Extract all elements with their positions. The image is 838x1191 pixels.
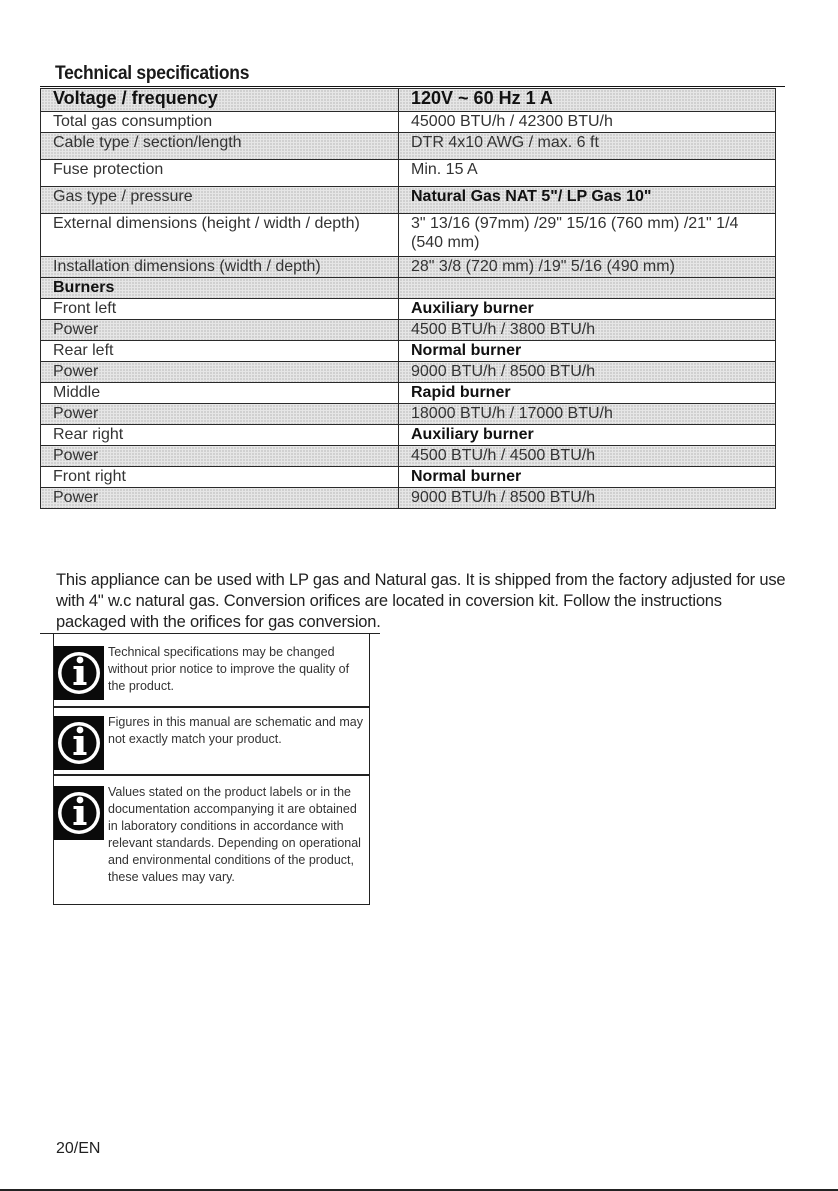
spec-row: [41, 160, 776, 187]
spec-row: [41, 187, 776, 214]
burners-heading-empty: [399, 278, 776, 299]
spec-label: Total gas consumption: [41, 112, 399, 133]
notes-box: [53, 634, 370, 905]
burner-power: 4500 BTU/h / 3800 BTU/h: [399, 320, 776, 341]
burner-row: [41, 425, 776, 446]
page-title: Technical specifications: [55, 63, 250, 84]
burner-position: Rear right: [41, 425, 399, 446]
burner-power: 9000 BTU/h / 8500 BTU/h: [399, 488, 776, 509]
spec-row: [41, 89, 776, 112]
spec-row: [41, 214, 776, 257]
conversion-paragraph: This appliance can be used with LP gas and Natural gas. It is shipped from the factory adjusted for use with 4" w.c natural gas. Conversion orifices are located in coversion kit. Follow the instructions packaged with the orifices for gas conversion.: [56, 571, 786, 631]
spec-label: Gas type / pressure: [41, 187, 399, 214]
spec-value: 28" 3/8 (720 mm) /19" 5/16 (490 mm): [399, 257, 776, 278]
burner-power-row: [41, 362, 776, 383]
note-text: Figures in this manual are schematic and may not exactly match your product.: [108, 715, 363, 746]
burner-row: [41, 299, 776, 320]
note-divider: [54, 706, 369, 708]
title-divider: [40, 86, 785, 87]
burner-name: Auxiliary burner: [399, 299, 776, 320]
spec-label: External dimensions (height / width / depth): [41, 214, 399, 257]
spec-row: [41, 257, 776, 278]
burner-position: Front right: [41, 467, 399, 488]
info-icon: [54, 786, 104, 840]
burner-row: [41, 467, 776, 488]
burner-power-label: Power: [41, 404, 399, 425]
spec-value: Natural Gas NAT 5"/ LP Gas 10": [399, 187, 776, 214]
spec-value: 120V ~ 60 Hz 1 A: [399, 89, 776, 112]
spec-label: Cable type / section/length: [41, 133, 399, 160]
spec-label: Voltage / frequency: [41, 89, 399, 112]
spec-label: Fuse protection: [41, 160, 399, 187]
page-number: 20/EN: [56, 1140, 101, 1157]
burner-position: Rear left: [41, 341, 399, 362]
burners-heading-row: [41, 278, 776, 299]
burner-power-label: Power: [41, 488, 399, 509]
burner-power-label: Power: [41, 446, 399, 467]
burner-power-row: [41, 404, 776, 425]
burner-name: Rapid burner: [399, 383, 776, 404]
spec-value: Min. 15 A: [399, 160, 776, 187]
burner-power: 4500 BTU/h / 4500 BTU/h: [399, 446, 776, 467]
burner-row: [41, 341, 776, 362]
spec-value: 45000 BTU/h / 42300 BTU/h: [399, 112, 776, 133]
burner-name: Auxiliary burner: [399, 425, 776, 446]
burner-power-row: [41, 488, 776, 509]
burner-power: 9000 BTU/h / 8500 BTU/h: [399, 362, 776, 383]
burner-power-label: Power: [41, 320, 399, 341]
spec-row: [41, 112, 776, 133]
burner-power-row: [41, 446, 776, 467]
burner-row: [41, 383, 776, 404]
burner-position: Front left: [41, 299, 399, 320]
burner-power-label: Power: [41, 362, 399, 383]
spec-row: [41, 133, 776, 160]
burners-heading: Burners: [41, 278, 399, 299]
info-icon: [54, 716, 104, 770]
note-text: Technical specifications may be changed without prior notice to improve the quality of the product.: [108, 645, 350, 693]
spec-value: 3" 13/16 (97mm) /29" 15/16 (760 mm) /21" 1/4 (540 mm): [399, 214, 776, 257]
note-divider: [54, 774, 369, 776]
burner-power: 18000 BTU/h / 17000 BTU/h: [399, 404, 776, 425]
burner-position: Middle: [41, 383, 399, 404]
burner-name: Normal burner: [399, 341, 776, 362]
burner-name: Normal burner: [399, 467, 776, 488]
burner-power-row: [41, 320, 776, 341]
spec-value: DTR 4x10 AWG / max. 6 ft: [399, 133, 776, 160]
note-text: Values stated on the product labels or in the documentation accompanying it are obtained in laboratory conditions in accordance with relevant standards. Depending on operational and environmental conditions of the product, these values may vary.: [108, 785, 361, 884]
spec-table: [40, 88, 776, 509]
info-icon: [54, 646, 104, 700]
spec-label: Installation dimensions (width / depth): [41, 257, 399, 278]
